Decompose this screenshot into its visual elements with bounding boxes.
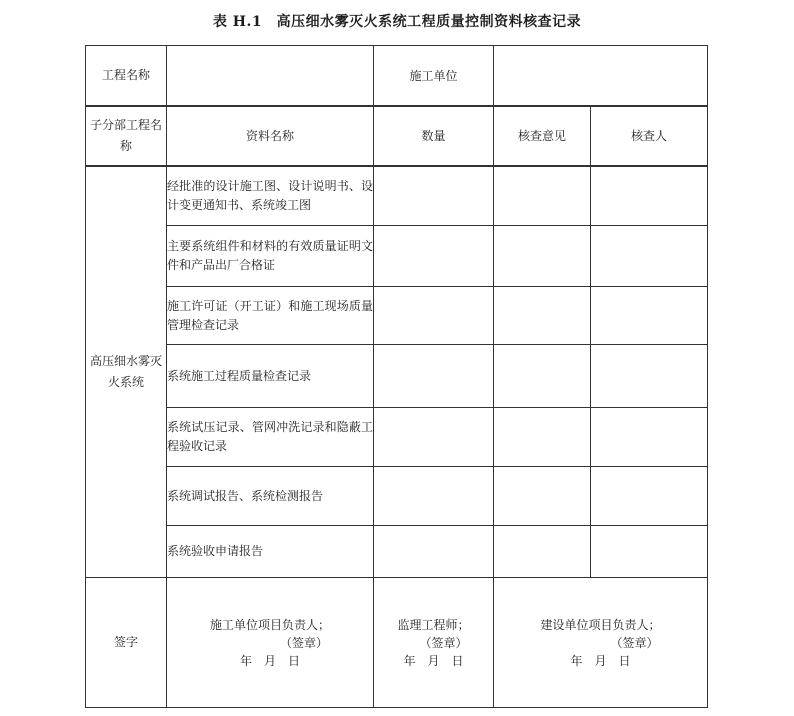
owner-signature-cell bbox=[494, 578, 708, 708]
quantity-cell bbox=[374, 287, 494, 345]
material-item: 系统调试报告、系统检测报告 bbox=[167, 467, 374, 526]
table-row bbox=[86, 467, 708, 526]
construction-unit-label: 施工单位 bbox=[374, 46, 494, 106]
quantity-cell bbox=[374, 408, 494, 467]
supervisor-signature-cell bbox=[374, 578, 494, 708]
quantity-cell bbox=[374, 345, 494, 408]
checker-cell bbox=[591, 345, 708, 408]
constructor-date-label: 年 月 日 bbox=[239, 653, 300, 668]
constructor-seal-label: （签章） bbox=[279, 635, 328, 650]
quantity-cell bbox=[374, 467, 494, 526]
row-signatures bbox=[86, 578, 708, 708]
project-name-label: 工程名称 bbox=[86, 46, 167, 106]
table-row bbox=[86, 526, 708, 578]
material-item: 主要系统组件和材料的有效质量证明文件和产品出厂合格证 bbox=[167, 226, 374, 287]
check-opinion-cell bbox=[494, 467, 591, 526]
check-opinion-cell bbox=[494, 526, 591, 578]
col-header-checker: 核查人 bbox=[591, 106, 708, 166]
signature-label: 签字 bbox=[86, 578, 167, 708]
col-header-material-name: 资料名称 bbox=[167, 106, 374, 166]
col-header-sub-project: 子分部工程名称 bbox=[86, 106, 167, 166]
row-project-info bbox=[86, 46, 708, 106]
supervisor-seal-label: （签章） bbox=[419, 635, 468, 650]
table-row bbox=[86, 345, 708, 408]
quantity-cell bbox=[374, 226, 494, 287]
checker-cell bbox=[591, 408, 708, 467]
checker-cell bbox=[591, 166, 708, 226]
checker-cell bbox=[591, 526, 708, 578]
owner-date-label: 年 月 日 bbox=[570, 653, 631, 668]
constructor-role-label: 施工单位项目负责人； bbox=[209, 617, 330, 632]
construction-unit-value-cell bbox=[494, 46, 708, 106]
material-item: 系统试压记录、管网冲洗记录和隐蔽工程验收记录 bbox=[167, 408, 374, 467]
material-item: 系统验收申请报告 bbox=[167, 526, 374, 578]
row-column-headers bbox=[86, 106, 708, 166]
material-item: 经批准的设计施工图、设计说明书、设计变更通知书、系统竣工图 bbox=[167, 166, 374, 226]
material-item: 施工许可证（开工证）和施工现场质量管理检查记录 bbox=[167, 287, 374, 345]
checker-cell bbox=[591, 226, 708, 287]
constructor-sign-block bbox=[210, 616, 330, 670]
check-opinion-cell bbox=[494, 287, 591, 345]
supervisor-role-label: 监理工程师； bbox=[397, 617, 470, 632]
check-opinion-cell bbox=[494, 226, 591, 287]
quantity-cell bbox=[374, 166, 494, 226]
table-row bbox=[86, 166, 708, 226]
supervisor-date-label: 年 月 日 bbox=[403, 653, 464, 668]
owner-role-label: 建设单位项目负责人； bbox=[540, 617, 661, 632]
check-opinion-cell bbox=[494, 166, 591, 226]
check-opinion-cell bbox=[494, 345, 591, 408]
col-header-check-opinion: 核查意见 bbox=[494, 106, 591, 166]
quality-control-checklist-table bbox=[85, 45, 708, 708]
checker-cell bbox=[591, 287, 708, 345]
table-row bbox=[86, 287, 708, 345]
system-name-cell: 高压细水雾灭火系统 bbox=[86, 166, 167, 578]
table-row bbox=[86, 226, 708, 287]
table-row bbox=[86, 408, 708, 467]
project-name-value-cell bbox=[167, 46, 374, 106]
owner-sign-block bbox=[540, 616, 660, 670]
col-header-quantity: 数量 bbox=[374, 106, 494, 166]
page-title: 表 H.1 高压细水雾灭火系统工程质量控制资料核查记录 bbox=[212, 14, 582, 30]
check-opinion-cell bbox=[494, 408, 591, 467]
material-item: 系统施工过程质量检查记录 bbox=[167, 345, 374, 408]
quantity-cell bbox=[374, 526, 494, 578]
owner-seal-label: （签章） bbox=[610, 635, 659, 650]
checker-cell bbox=[591, 467, 708, 526]
supervisor-sign-block bbox=[397, 616, 469, 670]
constructor-signature-cell bbox=[167, 578, 374, 708]
